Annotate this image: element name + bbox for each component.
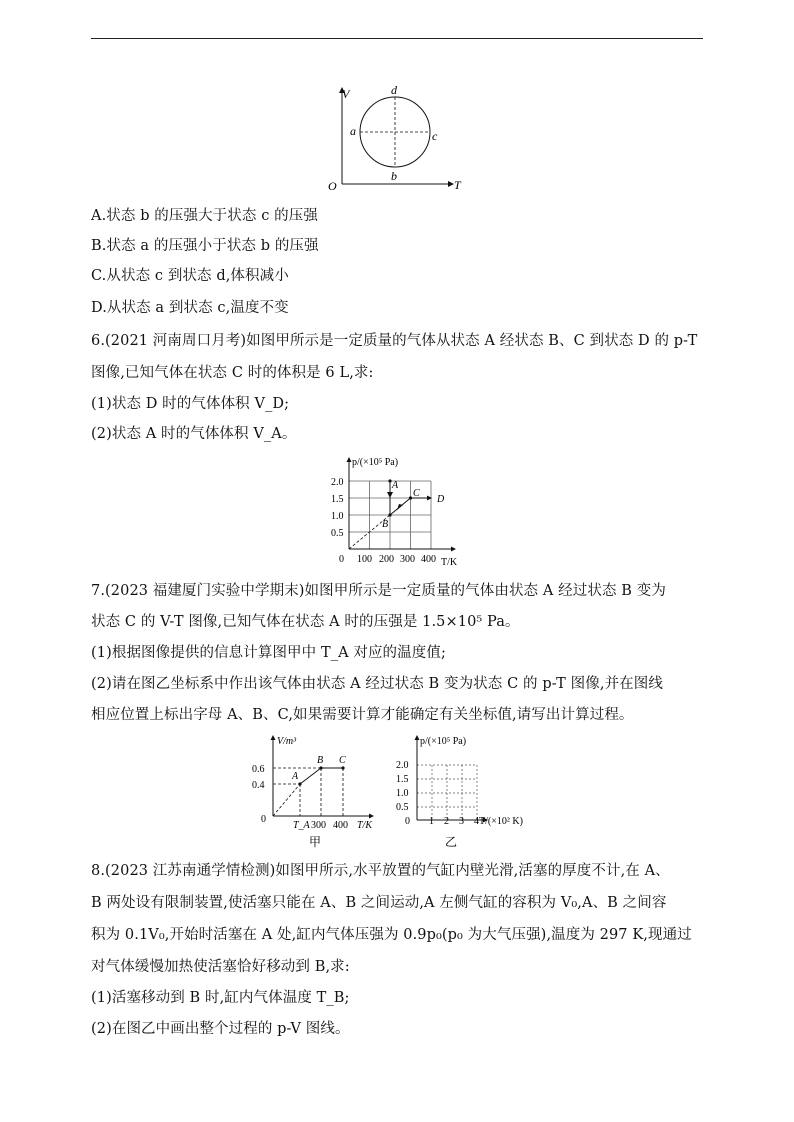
figure-yi-pt [395,730,555,850]
q8-sub1: (1)活塞移动到 B 时,缸内气体温度 T_B; [91,990,350,1006]
pt-y-axis-label: p/(×10⁵ Pa) [352,457,399,468]
pt-x-tick: 100 [357,554,372,565]
yi-caption: 乙 [445,835,458,849]
q7-sub2-line1: (2)请在图乙坐标系中作出该气体由状态 A 经过状态 B 变为状态 C 的 p-T 图像,并在图线 [91,676,663,692]
jia-x-tick: 400 [333,820,348,831]
axis-v-label: V [342,87,350,101]
q5-option-b: B.状态 a 的压强小于状态 b 的压强 [91,238,319,254]
yi-y-tick: 2.0 [396,760,409,771]
state-a-label: a [350,124,356,138]
pt-y-tick: 0.5 [331,528,344,539]
q6-sub2: (2)状态 A 时的气体体积 V_A。 [91,426,297,442]
q5-option-d: D.从状态 a 到状态 c,温度不变 [91,300,289,316]
q8-stem-line4: 对气体缓慢加热使活塞恰好移动到 B,求: [91,959,350,975]
q8-stem-line2: B 两处设有限制装置,使活塞只能在 A、B 之间运动,A 左侧气缸的容积为 V₀,A、B 之间容 [91,895,667,911]
pt-x-tick: 300 [400,554,415,565]
q8-stem-line1: 8.(2023 江苏南通学情检测)如图甲所示,水平放置的气缸内壁光滑,活塞的厚度不计,在 A、 [91,863,670,879]
pt-y-tick: 1.5 [331,494,344,505]
state-d-label: d [391,83,397,97]
q6-stem-line2: 图像,已知气体在状态 C 时的体积是 6 L,求: [91,365,374,381]
yi-x-axis-label: T/(×10² K) [479,816,523,827]
q7-stem-line2: 状态 C 的 V-T 图像,已知气体在状态 A 时的压强是 1.5×10⁵ Pa。 [91,614,520,630]
q7-sub1: (1)根据图像提供的信息计算图甲中 T_A 对应的温度值; [91,645,446,661]
state-b-label: b [391,169,397,183]
q6-sub1: (1)状态 D 时的气体体积 V_D; [91,396,290,412]
yi-y-tick: 1.0 [396,788,409,799]
origin-label: O [328,179,337,193]
point-b-label: B [382,519,389,530]
pt-origin-label: 0 [339,554,344,565]
jia-point-c-label: C [339,755,346,766]
jia-y-tick: 0.6 [252,764,265,775]
segment-ab [300,768,321,784]
axis-t-label: T [454,178,461,192]
point-a-label: A [392,480,399,491]
yi-y-axis-label: p/(×10⁵ Pa) [420,736,467,747]
q8-stem-line3: 积为 0.1V₀,开始时活塞在 A 处,缸内气体压强为 0.9p₀(p₀ 为大气压强),温度为 297 K,现通过 [91,927,692,943]
yi-x-tick: 1 [429,816,434,827]
pt-graph-figure [327,452,467,570]
pt-x-axis-label: T/K [441,557,458,568]
header-rule [91,38,703,39]
jia-point-b-label: B [317,755,324,766]
figure-jia-vt [252,730,385,850]
q6-stem-line1: 6.(2021 河南周口月考)如图甲所示是一定质量的气体从状态 A 经状态 B、C 到状态 D 的 p-T [91,333,698,349]
jia-caption: 甲 [309,835,322,849]
point-c-label: C [413,488,420,499]
jia-x-tick: 300 [311,820,326,831]
yi-x-tick: 2 [444,816,449,827]
q8-sub2: (2)在图乙中画出整个过程的 p-V 图线。 [91,1021,350,1037]
yi-x-tick: 3 [459,816,464,827]
point-d-label: D [437,494,445,505]
q5-option-c: C.从状态 c 到状态 d,体积减小 [91,268,289,284]
state-c-label: c [432,129,438,143]
yi-y-tick: 1.5 [396,774,409,785]
jia-x-tick-ta: T_A [293,820,310,831]
jia-x-axis-label: T/K [357,820,373,831]
yi-origin-label: 0 [405,816,410,827]
q7-sub2-line2: 相应位置上标出字母 A、B、C,如果需要计算才能确定有关坐标值,请写出计算过程。 [91,707,634,723]
jia-y-axis-label: V/m³ [277,736,297,747]
jia-point-a-label: A [292,771,299,782]
q5-option-a: A.状态 b 的压强大于状态 c 的压强 [91,208,318,224]
pt-y-tick: 2.0 [331,477,344,488]
pt-x-tick: 200 [379,554,394,565]
jia-y-tick: 0.4 [252,780,265,791]
pt-y-tick: 1.0 [331,511,344,522]
yi-x-tick: 4 [474,816,479,827]
vt-circle-figure [325,82,470,192]
yi-y-tick: 0.5 [396,802,409,813]
q7-stem-line1: 7.(2023 福建厦门实验中学期末)如图甲所示是一定质量的气体由状态 A 经过状态 B 变为 [91,583,666,599]
jia-origin-label: 0 [261,814,266,825]
pt-x-tick: 400 [421,554,436,565]
